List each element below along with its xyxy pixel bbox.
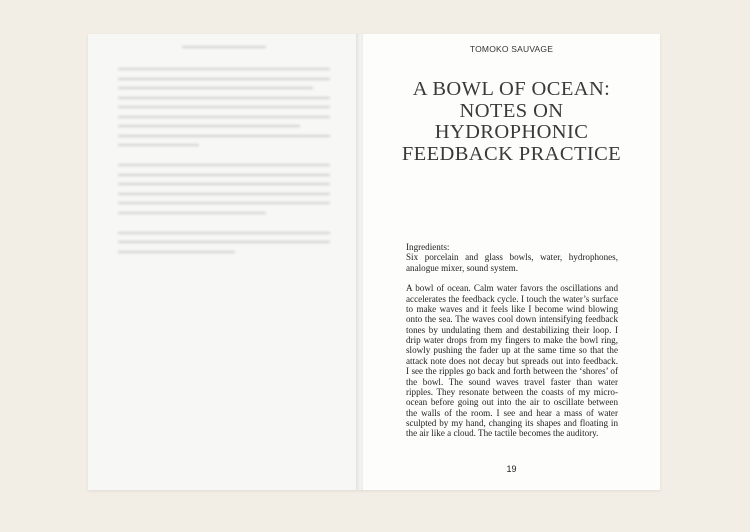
article-body	[406, 242, 618, 449]
show-through-text	[118, 46, 330, 260]
ingredients-heading: Ingredients:	[406, 242, 450, 252]
book-gutter	[356, 34, 363, 490]
left-page	[88, 34, 356, 490]
running-header-author: TOMOKO SAUVAGE	[469, 44, 554, 54]
ingredients-list: Six porcelain and glass bowls, water, hydrophones, analogue mixer, sound system.	[406, 252, 618, 273]
body-paragraph: A bowl of ocean. Calm water favors the oscillations and accelerates the feedback cycle. I touch the water’s surface to make waves and it feels like I become wind blowing onto the sea. The waves cool down intensifying feedback tones by undulating them and destabilizing their loop. I drip water drops from my fingers to make the bowl ring, slowly pushing the fader up at the same time so that the attack note does not decay but spreads out into feedback. I see the ripples go back and forth between the ‘shores’ of the bowl. The sound waves travel faster than water ripples. They resonate between the coasts of my micro-ocean before going out into the air to oscillate between the walls of the room. I see and hear a mass of water sculpted by my hand, changing its shapes and floating in the air like a cloud. The tactile becomes the auditory.	[406, 283, 618, 439]
book-spread	[88, 34, 660, 490]
page-number: 19	[506, 464, 517, 474]
ingredients-block	[406, 242, 618, 273]
article-title: A BOWL OF OCEAN: NOTES ON HYDROPHONIC FEEDBACK PRACTICE	[401, 78, 622, 165]
right-page	[363, 34, 660, 490]
